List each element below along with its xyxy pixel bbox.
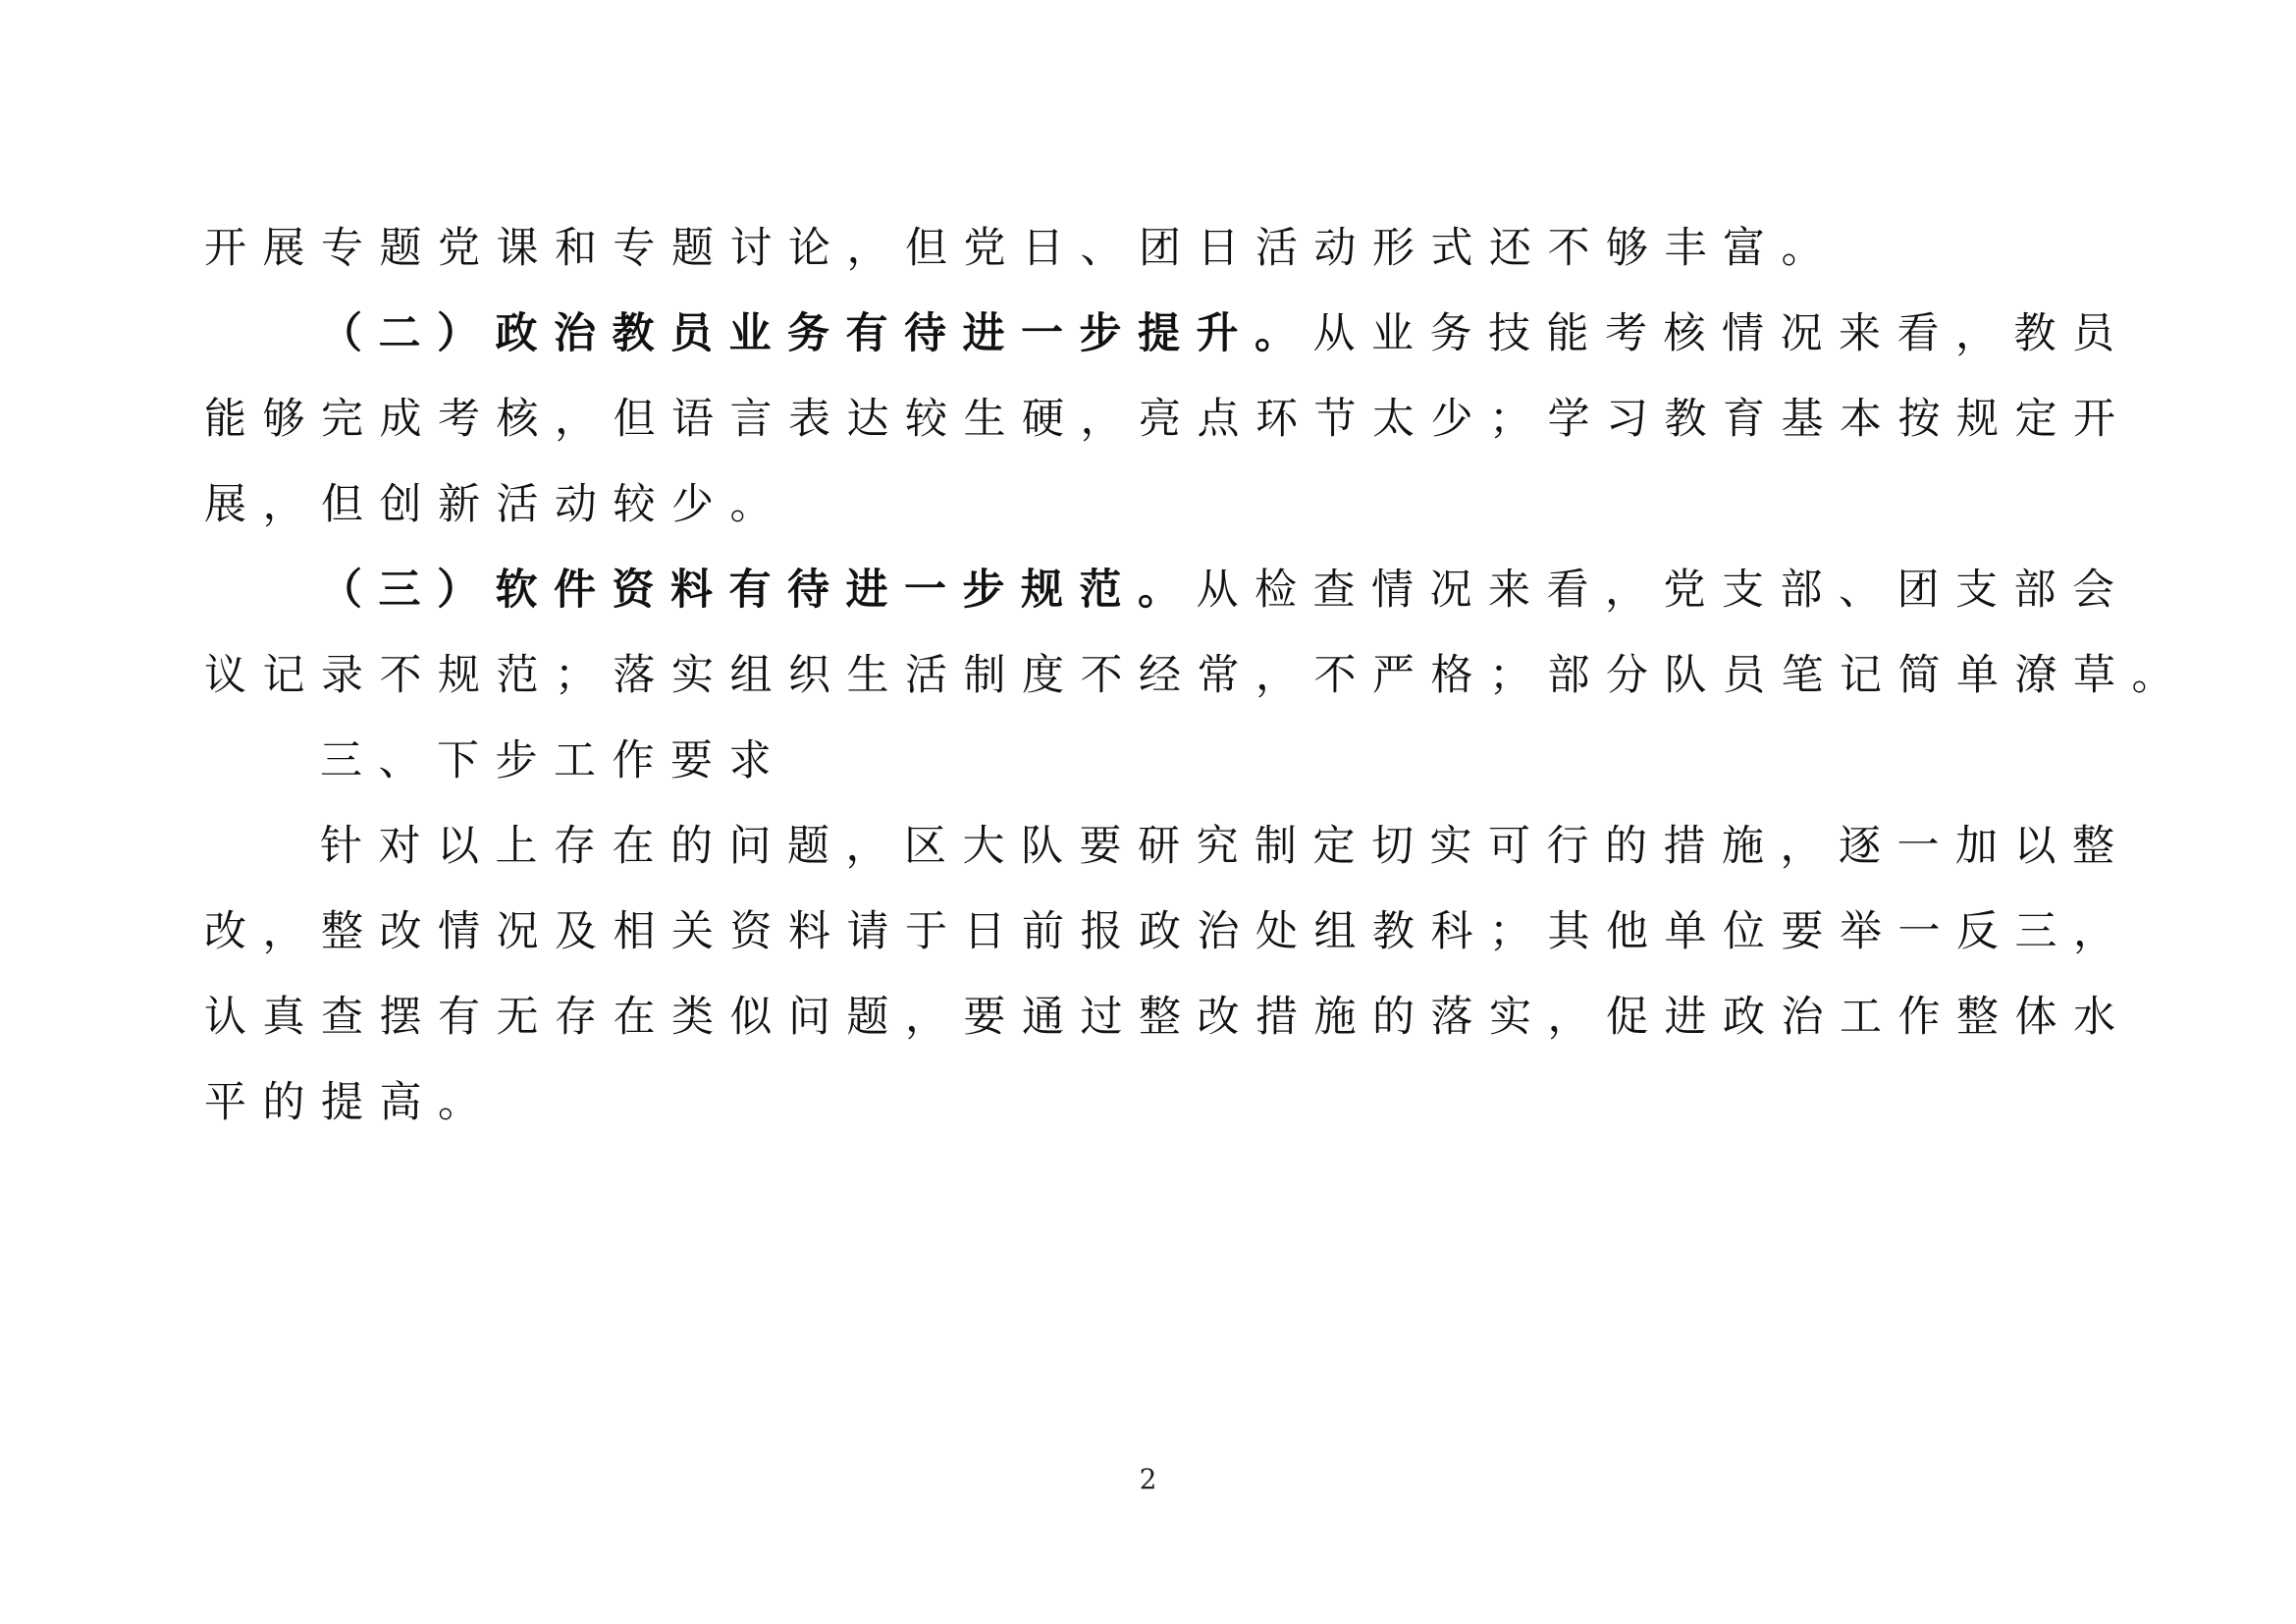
body-text	[204, 206, 2190, 1146]
section-title	[204, 719, 2128, 804]
section-heading-3: （三）软件资料有待进一步规范。	[320, 566, 1197, 615]
text-run: 针对以上存在的问题，区大队要研究制定切实可行的措施，逐一加以整	[320, 822, 2131, 871]
text-run: 开展专题党课和专题讨论，但党日、团日活动形式还不够丰富。	[204, 224, 1840, 273]
text-run: 从业务技能考核情况来看，教员	[1312, 309, 2131, 358]
paragraph-line	[204, 890, 2132, 975]
page-number: 2	[1139, 1463, 1157, 1495]
text-run: 平的提高。	[204, 1078, 497, 1127]
text-run: 能够完成考核，但语言表达较生硬，亮点环节太少；学习教育基本按规定开	[204, 395, 2132, 444]
paragraph-line	[204, 377, 2132, 462]
text-run: 展，但创新活动较少。	[204, 480, 788, 529]
text-run: 改，整改情况及相关资料请于日前报政治处组教科；其他单位要举一反三，	[204, 907, 2132, 956]
paragraph-line	[204, 462, 2128, 548]
paragraph-line	[204, 548, 2131, 633]
text-run: 三、下步工作要求	[320, 736, 787, 785]
section-heading-2: （二）政治教员业务有待进一步提升。	[320, 309, 1313, 358]
paragraph-line	[204, 206, 2128, 292]
paragraph-line	[204, 292, 2131, 377]
paragraph-line	[204, 975, 2132, 1060]
text-run: 议记录不规范；落实组织生活制度不经常，不严格；部分队员笔记简单潦草。	[204, 651, 2190, 700]
paragraph-line	[204, 633, 2190, 719]
paragraph-line	[204, 1060, 2128, 1146]
paragraph-line	[204, 804, 2131, 890]
text-run: 认真查摆有无存在类似问题，要通过整改措施的落实，促进政治工作整体水	[204, 993, 2132, 1042]
text-run: 从检查情况来看，党支部、团支部会	[1196, 566, 2131, 615]
